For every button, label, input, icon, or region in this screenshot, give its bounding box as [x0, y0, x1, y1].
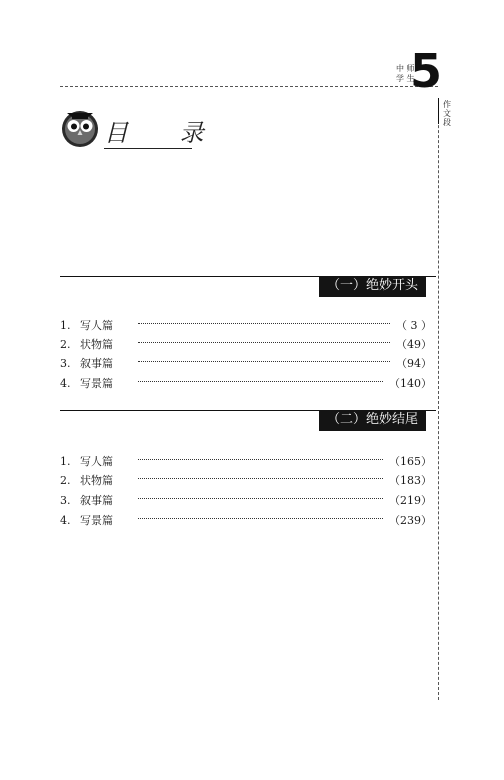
- dot-leader: [138, 381, 383, 382]
- toc-page: （49）: [396, 338, 432, 351]
- toc-page: （140）: [389, 377, 432, 390]
- toc-page: （165）: [389, 455, 432, 468]
- toc-number: 2.: [60, 473, 71, 487]
- owl-icon: [60, 108, 100, 148]
- toc-label: 写人篇: [80, 455, 113, 468]
- dot-leader: [138, 361, 390, 362]
- logo-bar: [438, 98, 439, 124]
- toc-row[interactable]: [60, 316, 432, 334]
- section-heading: （一）绝妙开头: [319, 276, 426, 297]
- toc-page: （94）: [396, 357, 432, 370]
- toc-label: 叙事篇: [80, 494, 113, 507]
- toc-row[interactable]: [60, 511, 432, 529]
- toc-number: 4.: [60, 376, 71, 390]
- dot-leader: [138, 518, 383, 519]
- toc-page: （183）: [389, 474, 432, 487]
- toc-label: 写人篇: [80, 319, 113, 332]
- logo-side-text: 作 文 段: [443, 100, 451, 127]
- dot-leader: [138, 323, 390, 324]
- toc-number: 2.: [60, 337, 71, 351]
- toc-page: （219）: [389, 494, 432, 507]
- contents-title: 目 录: [104, 119, 226, 147]
- toc-number: 4.: [60, 513, 71, 527]
- dot-leader: [138, 342, 390, 343]
- toc-label: 写景篇: [80, 377, 113, 390]
- logo-text-bottom: 学 生: [396, 74, 415, 83]
- toc-row[interactable]: [60, 354, 432, 372]
- toc-number: 1.: [60, 454, 71, 468]
- toc-number: 3.: [60, 356, 71, 370]
- toc-number: 3.: [60, 493, 71, 507]
- toc-page: （239）: [389, 514, 432, 527]
- toc-label: 状物篇: [80, 338, 113, 351]
- toc-row[interactable]: [60, 335, 432, 353]
- top-dashed-rule: [60, 86, 438, 87]
- contents-title-underline: [104, 148, 192, 149]
- toc-label: 状物篇: [80, 474, 113, 487]
- toc-label: 叙事篇: [80, 357, 113, 370]
- toc-row[interactable]: [60, 374, 432, 392]
- right-dashed-rule: [438, 100, 439, 700]
- section-heading: （二）绝妙结尾: [319, 410, 426, 431]
- dot-leader: [138, 459, 383, 460]
- toc-row[interactable]: [60, 491, 432, 509]
- toc-number: 1.: [60, 318, 71, 332]
- toc-row[interactable]: [60, 452, 432, 470]
- dot-leader: [138, 478, 383, 479]
- logo-text-top: 中 师: [396, 64, 415, 73]
- toc-row[interactable]: [60, 471, 432, 489]
- toc-label: 写景篇: [80, 514, 113, 527]
- toc-page: （ 3 ）: [396, 319, 432, 332]
- dot-leader: [138, 498, 383, 499]
- logo-digit: 5: [410, 44, 443, 98]
